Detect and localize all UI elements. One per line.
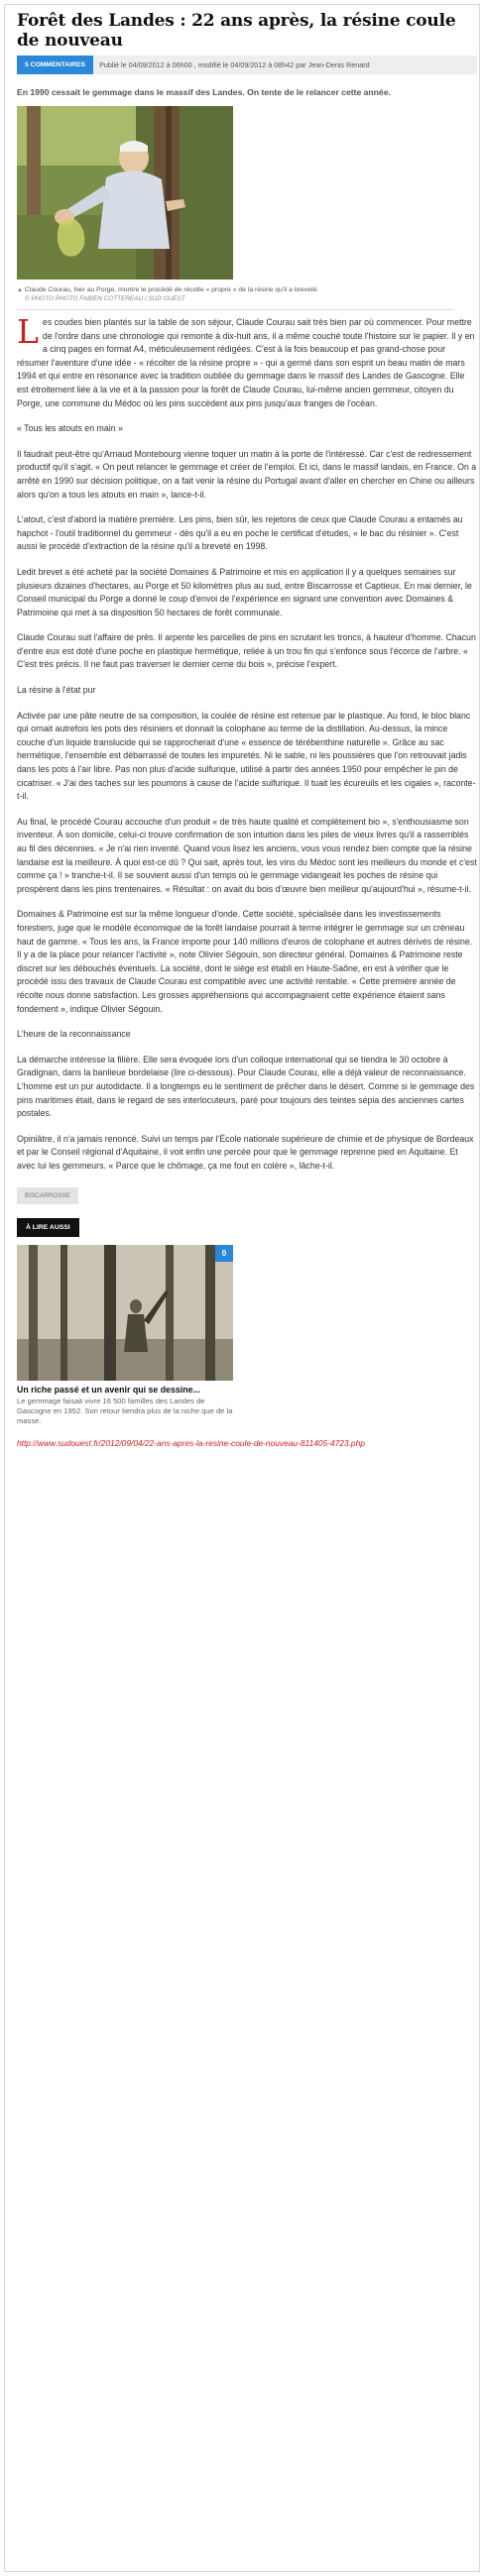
paragraph: Activée par une pâte neutre de sa composition, la coulée de résine est retenue par le plastique. Au fond, le bloc blanc qui ornait autrefois les pots des résiniers et donnait la colophane au terme de la distillation. Au-dessus, la mince couche d'un liquide translucide qui se rapprocherait d'une « essence de térébenthine naturelle ». Grâce au sac hermétique, l'ensemble est débarrassé de toutes les impuretés. Ni le sable, ni les poussières que l'on retrouvait jadis dans les pots à l'air libre. Pas non plus d'acide sulfurique, utilisé à partir des années 1950 pour empêcher le pin de cicatriser. « J'ai des taches sur les poumons à cause de l'acide sulfurique. Il tuait les écureuils et les cigales », raconte-t-il.	[17, 710, 476, 802]
tag-link[interactable]: BISCARROSSE	[17, 1187, 78, 1204]
paragraph: Opiniâtre, il n'a jamais renoncé. Suivi un temps par l'École nationale supérieure de chimie et de physique de Bordeaux et par le Conseil régional d'Aquitaine, il voit enfin une percée pour que le gemmage reprenne pied en Aquitaine. Et avec lui les gemmeurs. « Parce que le chômage, ça me fout en colère », lâche-t-il.	[17, 1133, 474, 1171]
paragraph: Il faudrait peut-être qu'Arnaud Montebourg vienne toquer un matin à la porte de l'intéressé. Car c'est de redressement productif qu'il s'agit. « On peut relancer le gemmage et créer de l'emploi. Et ici, dans le massif landais, en France. On a arrêté en 1990 sur décision politique, on a fait venir la résine du Portugal avant d'aller en chercher en Chine ou ailleurs alors qu'on a tous les atouts en main », lance-t-il.	[17, 448, 477, 500]
paragraph: Au final, le procédé Courau accouche d'un produit « de très haute qualité et complètement bio », s'enthousiasme son inventeur. À son domicile, celui-ci trouve confirmation de son intuition dans les piles de vieux livres qu'il a rassemblés au fil des décennies. « Je n'ai rien inventé. Quand vous lisez les anciens, vous vous rendez bien compte que la résine landaise est la meilleure. À quoi est-ce dû ? Qui sait, après tout, les vins du Médoc sont les meilleurs du monde et c'est comme ça ! » tranche-t-il. Il se souvient aussi d'un temps où le gemmage vidangeait les poches de résine qui prospèrent dans les pins trentenaires. « Résultat : on avait du bois d'œuvre bien meilleur qu'aujourd'hui », résume-t-il.	[17, 816, 477, 894]
article-body	[17, 312, 477, 1173]
main-photo-block	[17, 106, 453, 310]
paragraph: L'atout, c'est d'abord la matière première. Les pins, bien sûr, les rejetons de ceux que Claude Courau a entamés au hapchot - l'outil traditionnel du gemmeur - dès qu'il a eu en poche le certificat d'études, « le bac du résinier ». C'est aussi le procédé d'extraction de la résine qu'il a breveté en 1998.	[17, 514, 463, 552]
section-subheading: « Tous les atouts en main »	[17, 423, 123, 434]
section-subheading: La résine à l'état pur	[17, 685, 96, 696]
related-title[interactable]: Un riche passé et un avenir qui se dessine...	[17, 1385, 200, 1396]
drop-cap: L	[17, 312, 39, 351]
paragraph-text: es coudes bien plantés sur la table de son séjour, Claude Courau sait très bien par où commencer. Pour mettre de l'ordre dans une chronologie qui remonte à dix-huit ans, il a même couché toute l'histoire sur le papier. Il y en a cinq pages en format A4, méticuleusement rédigées. C'est à la fois beaucoup et pas grand-chose pour résumer l'aventure d'une idée - « récolter de la résine propre » - qui a germé dans son esprit un beau matin de mars 1994 et qui entre en résonance avec la tradition oubliée du gemmage dans le massif des Landes de Gascogne. Elle est étroitement liée à la vie et à la passion pour la forêt de Claude Courau, lui-même ancien gemmeur, citoyen du Porge, une commune du Médoc où les pins succèdent aux pins jusqu'aux franges de l'océan.	[17, 317, 475, 408]
read-also-label: À LIRE AUSSI	[17, 1218, 79, 1237]
article-title: Forêt des Landes : 22 ans après, la résine coule de nouveau	[17, 11, 456, 51]
main-photo	[17, 106, 233, 280]
comments-button[interactable]: 5 COMMENTAIRES	[17, 56, 93, 74]
caption-text: Claude Courau, hier au Porge, montre le procédé de récolte « propre » de la résine qu'il a breveté.	[25, 286, 319, 293]
article-lead: En 1990 cessait le gemmage dans le massif des Landes. On tente de le relancer cette année.	[17, 87, 391, 97]
caption-arrow-icon: ▲	[17, 287, 23, 293]
article	[17, 11, 477, 1448]
photo-credit: © PHOTO PHOTO FABIEN COTTEREAU / SUD OUEST	[25, 295, 185, 302]
paragraph: Ledit brevet a été acheté par la société Domaines & Patrimoine et mis en application il y a quelques semaines sur plusieurs dizaines d'hectares, au Porge et 50 kilomètres plus au sud, entre Biscarrosse et Captieux. En mai dernier, le Conseil municipal du Porge a donné le coup d'envoi de l'expérience en signant une convention avec Domaines & Patrimoine qui met à sa disposition 50 hectares de forêt communale.	[17, 566, 472, 617]
related-article[interactable]	[17, 1245, 233, 1426]
section-subheading: L'heure de la reconnaissance	[17, 1029, 131, 1040]
photo-caption	[17, 285, 453, 303]
paragraph: La démarche intéresse la filière. Elle sera évoquée lors d'un colloque international qui se tiendra le 30 octobre à Gradignan, dans la banlieue bordelaise (lire ci-dessous). Pour Claude Courau, elle a déjà valeur de reconnaissance. L'homme est un pur autodidacte. Il a longtemps eu le sentiment de prêcher dans le désert. Comme si le gemmage des pins maritimes était, dans le regard de ses interlocuteurs, paré pour toujours des teintes sépia des anciennes cartes postales.	[17, 1054, 475, 1119]
paragraph: Domaines & Patrimoine est sur la même longueur d'onde. Cette société, spécialisée dans les investissements forestiers, juge que le modèle économique de la forêt landaise pourrait à terme intégrer le gemmage sur un créneau haut de gamme. « Tous les ans, la France importe pour 140 millions d'euros de colophane et autres dérivés de résine. Il y a de la place pour relancer l'activité », note Olivier Ségouin, son directeur général. Domaines & Patrimoine reste discret sur les débouchés éventuels. La société, dont le siège est établi en Haute-Saône, en est à vérifier que le procédé issu des travaux de Claude Courau est compatible avec une activité rentable. « Cette première année de récolte nous donne satisfaction. Les grosses appréhensions qui accompagnaient cette expérience étaient sans fondement », indique Olivier Ségouin.	[17, 909, 473, 1014]
page-frame	[4, 4, 480, 2572]
paragraph	[17, 312, 477, 410]
related-description: Le gemmage faisait vivre 16 500 familles des Landes de Gascogne en 1952. Son retour tiendra plus de la niche que de la masse.	[17, 1397, 233, 1426]
paragraph: Claude Courau suit l'affaire de près. Il arpente les parcelles de pins en scrutant les troncs, à hauteur d'homme. Chacun d'entre eux est doté d'une poche en plastique hermétique, reliée à un trou fin qui s'enfonce sous l'écorce de l'arbre. « C'est très précis. Il ne faut pas traverser le dernier cerne du bois », précise l'expert.	[17, 632, 476, 670]
related-comment-count[interactable]: 0	[215, 1245, 233, 1262]
source-url[interactable]: http://www.sudouest.fr/2012/09/04/22-ans-apres-la-resine-coule-de-nouveau-811405-4723.php	[17, 1438, 365, 1449]
publication-info: Publié le 04/09/2012 à 06h00 , modifié le 04/09/2012 à 08h42 par Jean-Denis Renard	[99, 60, 370, 69]
meta-bar	[17, 56, 477, 74]
related-photo[interactable]	[17, 1245, 233, 1381]
